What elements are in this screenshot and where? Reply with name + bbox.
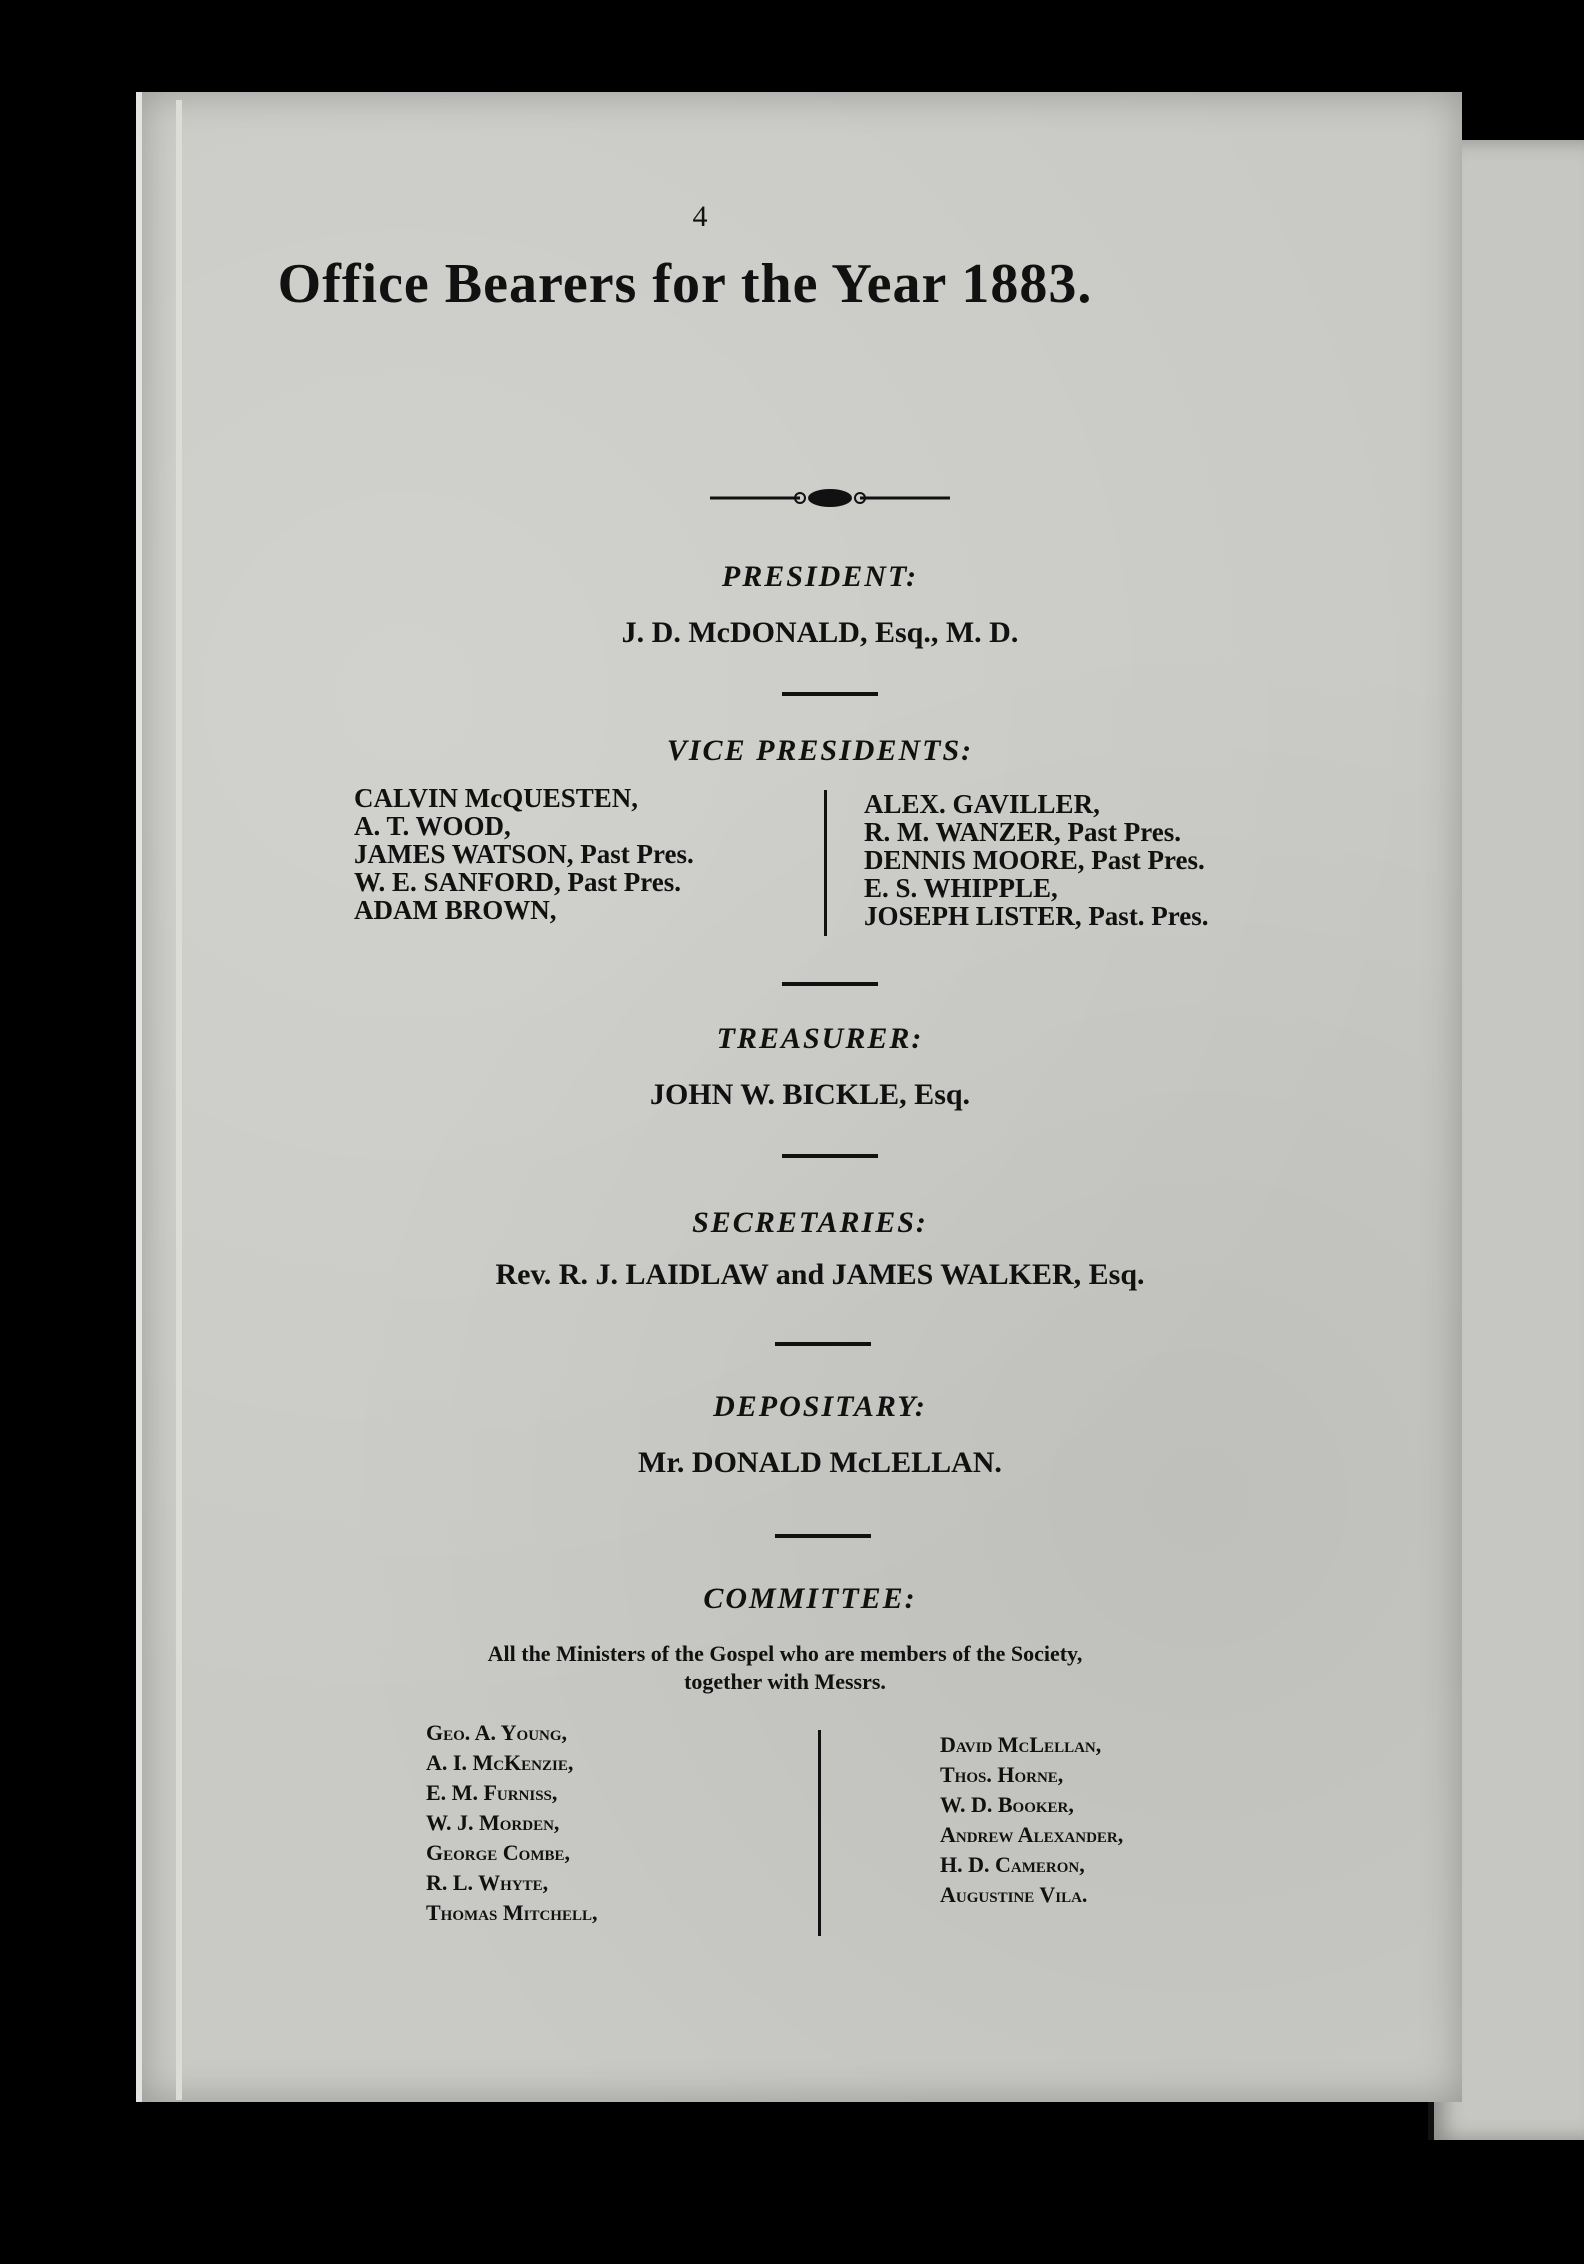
committee-right: [940, 1730, 1123, 1910]
list-item: ALEX. GAVILLER,: [864, 789, 1100, 819]
list-item: R. L. Whyte,: [426, 1870, 549, 1895]
page-edge: [176, 100, 182, 2100]
depositary-name: Mr. DONALD McLELLAN.: [638, 1446, 1002, 1479]
ornament-divider-icon: [700, 480, 960, 516]
list-item: Thomas Mitchell,: [426, 1900, 598, 1925]
list-item: David McLellan,: [940, 1732, 1102, 1757]
vice-presidents-left: [354, 784, 694, 924]
list-item: JOSEPH LISTER, Past. Pres.: [864, 901, 1209, 931]
list-item: Andrew Alexander,: [940, 1822, 1124, 1847]
column-divider: [818, 1730, 821, 1936]
divider: [782, 692, 878, 696]
treasurer-heading: TREASURER:: [716, 1022, 924, 1055]
list-item: George Combe,: [426, 1840, 571, 1865]
list-item: ADAM BROWN,: [354, 895, 557, 925]
list-item: A. I. McKenzie,: [426, 1750, 574, 1775]
list-item: E. M. Furniss,: [426, 1780, 558, 1805]
secretaries-name: Rev. R. J. LAIDLAW and JAMES WALKER, Esq.: [495, 1258, 1145, 1291]
list-item: H. D. Cameron,: [940, 1852, 1085, 1877]
committee-intro-line1: All the Ministers of the Gospel who are members of the Society,: [487, 1641, 1083, 1666]
list-item: E. S. WHIPPLE,: [864, 873, 1058, 903]
committee-heading: COMMITTEE:: [703, 1582, 917, 1615]
vice-presidents-heading: VICE PRESIDENTS:: [666, 734, 974, 767]
list-item: A. T. WOOD,: [354, 811, 511, 841]
list-item: W. E. SANFORD, Past Pres.: [354, 867, 682, 897]
vice-presidents-right: [864, 790, 1209, 930]
list-item: DENNIS MOORE, Past Pres.: [864, 845, 1205, 875]
depositary-heading: DEPOSITARY:: [713, 1390, 927, 1423]
list-item: JAMES WATSON, Past Pres.: [354, 839, 694, 869]
divider: [775, 1342, 871, 1346]
column-divider: [824, 790, 827, 936]
president-name: J. D. McDONALD, Esq., M. D.: [621, 616, 1019, 649]
list-item: W. J. Morden,: [426, 1810, 560, 1835]
list-item: Geo. A. Young,: [426, 1720, 568, 1745]
list-item: Thos. Horne,: [940, 1762, 1064, 1787]
divider: [782, 982, 878, 986]
secretaries-heading: SECRETARIES:: [692, 1206, 928, 1239]
divider: [775, 1534, 871, 1538]
treasurer-name: JOHN W. BICKLE, Esq.: [649, 1078, 971, 1111]
list-item: CALVIN McQUESTEN,: [354, 783, 639, 813]
president-heading: PRESIDENT:: [721, 560, 919, 593]
list-item: W. D. Booker,: [940, 1792, 1074, 1817]
committee-intro-line2: together with Messrs.: [684, 1669, 886, 1694]
page-title: Office Bearers for the Year 1883.: [277, 253, 1093, 315]
list-item: R. M. WANZER, Past Pres.: [864, 817, 1181, 847]
committee-intro: [360, 1640, 1210, 1696]
divider: [782, 1154, 878, 1158]
committee-left: [426, 1718, 597, 1928]
list-item: Augustine Vila.: [940, 1882, 1088, 1907]
page-number: 4: [692, 200, 708, 233]
